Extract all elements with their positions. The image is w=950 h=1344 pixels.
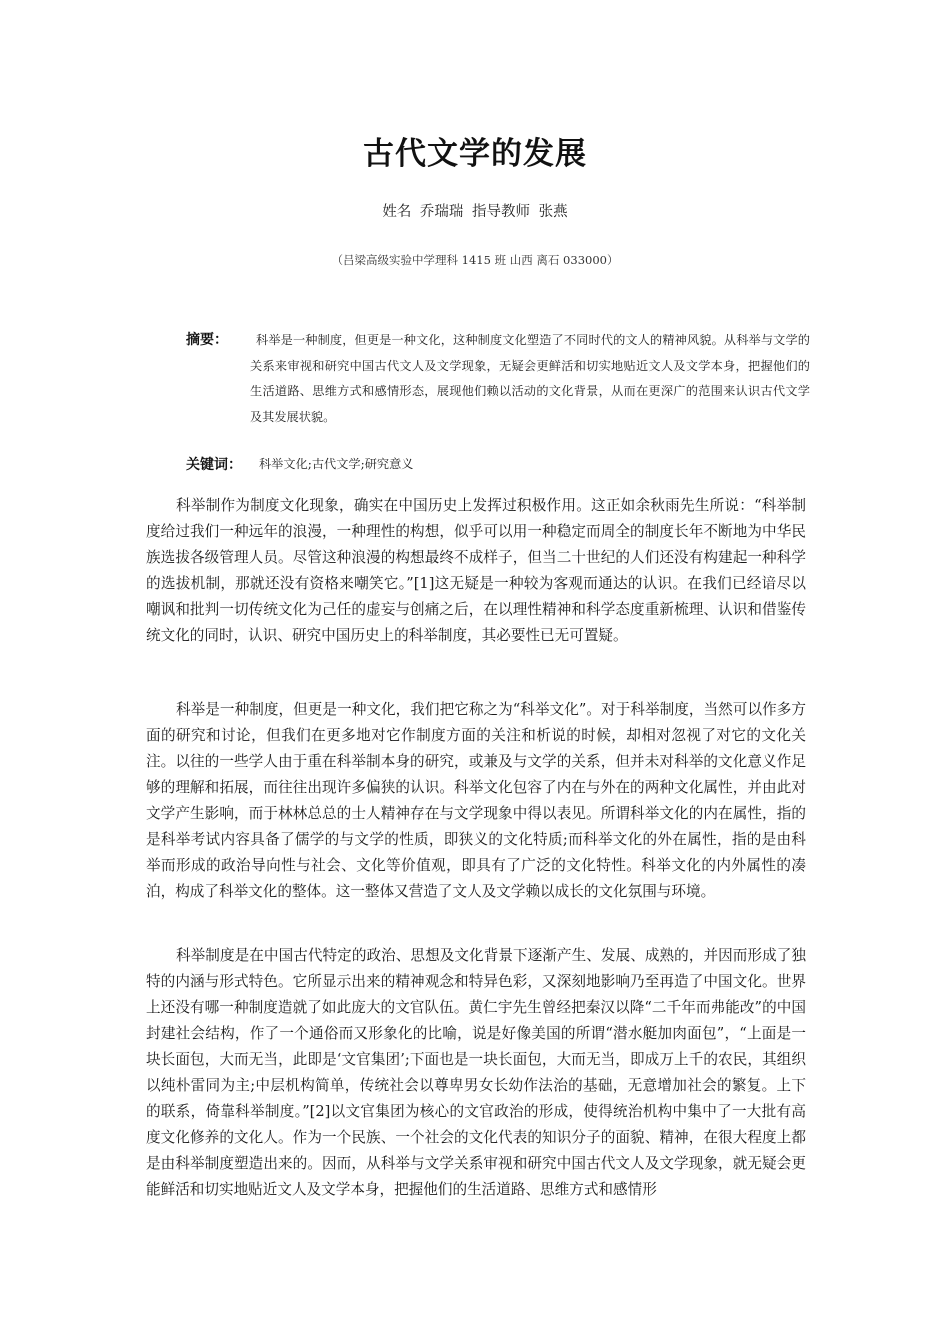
abstract-text: 科举是一种制度，但更是一种文化，这种制度文化塑造了不同时代的文人的精神风貌。从科举与文学的关系来审视和研究中国古代文人及文学现象，无疑会更鲜活和切实地贴近文人及文学本身，把握他们的生活道路、思维方式和感情形态，展现他们赖以活动的文化背景，从而在更深广的范围来认识古代文学及其发展状貌。 <box>250 333 810 424</box>
paper-title: 古代文学的发展 <box>363 136 587 172</box>
keywords-text: 科举文化;古代文学;研究意义 <box>259 457 414 471</box>
body-paragraph-1: 科举制作为制度文化现象，确实在中国历史上发挥过积极作用。这正如余秋雨先生所说：“科举制度给过我们一种远年的浪漫，一种理性的构想，似乎可以用一种稳定而周全的制度长年不断地为中华民族选拔各级管理人员。尽管这种浪漫的构想最终不成样子，但当二十世纪的人们还没有构建起一种科学的选拔机制，那就还没有资格来嘲笑它。”[1]这无疑是一种较为客观而通达的认识。在我们已经谙尽以嘲讽和批判一切传统文化为己任的虚妄与创痛之后，在以理性精神和科学态度重新梳理、认识和借鉴传统文化的同时，认识、研究中国历史上的科举制度，其必要性已无可置疑。 <box>146 497 806 644</box>
body-paragraph-3: 科举制度是在中国古代特定的政治、思想及文化背景下逐渐产生、发展、成熟的，并因而形成了独特的内涵与形式特色。它所显示出来的精神观念和特异色彩，又深刻地影响乃至再造了中国文化。世界上还没有哪一种制度造就了如此庞大的文官队伍。黄仁宇先生曾经把秦汉以降“二千年而弗能改”的中国封建社会结构，作了一个通俗而又形象化的比喻，说是好像美国的所谓“潜水艇加肉面包”，“上面是一块长面包，大而无当，此即是‘文官集团’;下面也是一块长面包，大而无当，即成万上千的农民，其组织以纯朴雷同为主;中层机构简单，传统社会以尊卑男女长幼作法治的基础，无意增加社会的繁复。上下的联系，倚靠科举制度。”[2]以文官集团为核心的文官政治的形成，使得统治机构中集中了一大批有高度文化修养的文化人。作为一个民族、一个社会的文化代表的知识分子的面貌、精神，在很大程度上都是由科举制度塑造出来的。因而，从科举与文学关系审视和研究中国古代文人及文学现象，就无疑会更能鲜活和切实地贴近文人及文学本身，把握他们的生活道路、思维方式和感情形 <box>146 947 806 1198</box>
body-paragraph-2: 科举是一种制度，但更是一种文化，我们把它称之为“科举文化”。对于科举制度，当然可以作多方面的研究和讨论，但我们在更多地对它作制度方面的关注和析说的时候，却相对忽视了对它的文化关注。以往的一些学人由于重在科举制本身的研究，或兼及与文学的关系，但并未对科举的文化意义作足够的理解和拓展，而往往出现许多偏狭的认识。科举文化包容了内在与外在的两种文化属性，并由此对文学产生影响，而于林林总总的士人精神存在与文学现象中得以表见。所谓科举文化的内在属性，指的是科举考试内容具备了儒学的与文学的性质，即狭义的文化特质;而科举文化的外在属性，指的是由科举而形成的政治导向性与社会、文化等价值观，即具有了广泛的文化特性。科举文化的内外属性的凑泊，构成了科举文化的整体。这一整体又营造了文人及文学赖以成长的文化氛围与环境。 <box>146 701 806 900</box>
author-line: 姓名 乔瑞瑞 指导教师 张燕 <box>382 204 568 220</box>
keywords-label: 关键词： <box>186 457 242 473</box>
abstract-label: 摘要： <box>186 332 228 348</box>
affiliation-line: （吕梁高级实验中学理科 1415 班 山西 离石 033000） <box>331 253 619 267</box>
